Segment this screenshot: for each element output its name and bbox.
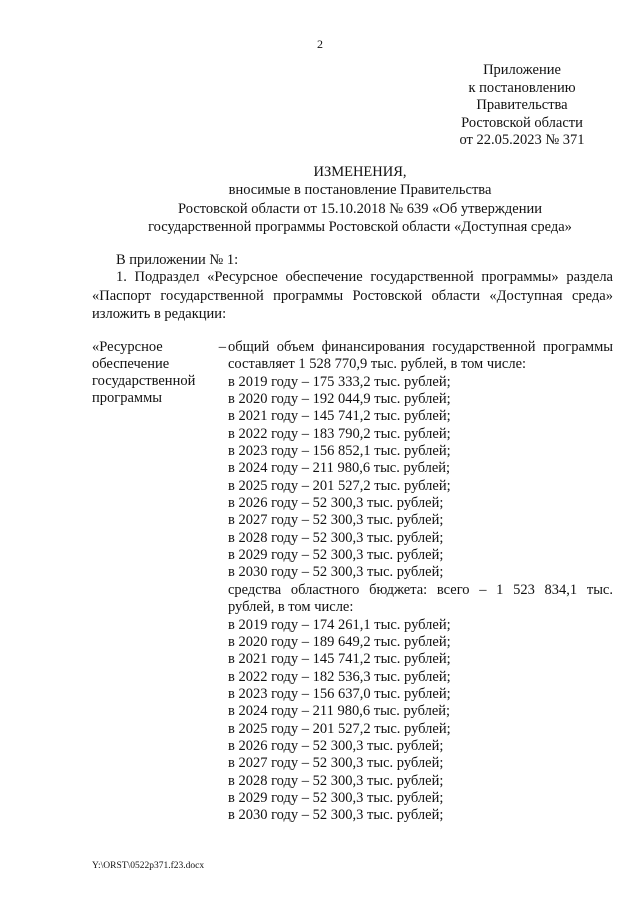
year-item: в 2030 году – 52 300,3 тыс. рублей; — [228, 564, 444, 581]
year-item: в 2027 году – 52 300,3 тыс. рублей; — [228, 755, 444, 772]
regional-year-list — [228, 617, 613, 825]
regional-budget-text: средства областного бюджета: всего – 1 523 834,1 тыс. рублей, в том числе: — [228, 581, 613, 616]
year-item: в 2019 году – 175 333,2 тыс. рублей; — [228, 373, 451, 390]
total-financing-text: общий объем финансирования государственной программы составляет 1 528 770,9 тыс. рублей, в том числе: — [228, 339, 613, 373]
year-item: в 2028 году – 52 300,3 тыс. рублей; — [228, 529, 444, 546]
page-number: 2 — [317, 37, 323, 51]
year-item: в 2021 году – 145 741,2 тыс. рублей; — [228, 408, 451, 425]
label-dash: – — [218, 339, 226, 355]
document-title — [80, 163, 640, 237]
year-item: в 2024 году – 211 980,6 тыс. рублей; — [228, 460, 451, 477]
appendix-line: к постановлению — [468, 79, 576, 96]
year-item: в 2029 году – 52 300,3 тыс. рублей; — [228, 789, 444, 806]
resource-label-cell — [92, 339, 226, 407]
title-line: государственной программы Ростовской области «Доступная среда» — [148, 219, 572, 236]
year-item: в 2021 году – 145 741,2 тыс. рублей; — [228, 651, 451, 668]
year-item: в 2029 году – 52 300,3 тыс. рублей; — [228, 547, 444, 564]
intro-paragraph: В приложении № 1: — [116, 252, 239, 268]
year-item: в 2025 году – 201 527,2 тыс. рублей; — [228, 477, 451, 494]
year-item: в 2023 году – 156 852,1 тыс. рублей; — [228, 443, 451, 460]
resource-value-cell — [228, 339, 613, 825]
year-item: в 2026 году – 52 300,3 тыс. рублей; — [228, 495, 444, 512]
year-item: в 2020 году – 189 649,2 тыс. рублей; — [228, 633, 451, 650]
year-item: в 2027 году – 52 300,3 тыс. рублей; — [228, 512, 444, 529]
year-item: в 2020 году – 192 044,9 тыс. рублей; — [228, 391, 451, 408]
title-heading: ИЗМЕНЕНИЯ, — [313, 164, 407, 180]
year-item: в 2022 году – 182 536,3 тыс. рублей; — [228, 668, 451, 685]
file-path-footer: Y:\ORST\0522p371.f23.docx — [92, 861, 205, 871]
year-item: в 2028 году – 52 300,3 тыс. рублей; — [228, 772, 444, 789]
title-line: Ростовской области от 15.10.2018 № 639 «Об утверждении — [178, 200, 542, 217]
appendix-line: от 22.05.2023 № 371 — [459, 132, 585, 149]
year-item: в 2023 году – 156 637,0 тыс. рублей; — [228, 685, 451, 702]
year-item: в 2026 году – 52 300,3 тыс. рублей; — [228, 737, 444, 754]
appendix-line: Правительства — [476, 97, 568, 114]
resource-label: «Ресурсное обеспечение государственной программы — [92, 339, 196, 406]
year-item: в 2030 году – 52 300,3 тыс. рублей; — [228, 807, 444, 824]
total-year-list — [228, 374, 613, 582]
appendix-line: Ростовской области — [461, 114, 583, 131]
appendix-block — [430, 62, 614, 150]
year-item: в 2022 году – 183 790,2 тыс. рублей; — [228, 425, 451, 442]
title-line: вносимые в постановление Правительства — [228, 182, 492, 199]
year-item: в 2025 году – 201 527,2 тыс. рублей; — [228, 720, 451, 737]
year-item: в 2024 году – 211 980,6 тыс. рублей; — [228, 703, 451, 720]
appendix-line: Приложение — [483, 62, 561, 78]
point-1-paragraph: 1. Подраздел «Ресурсное обеспечение государственной программы» раздела «Паспорт государственной программы Ростовской области «Доступная среда» изложить в редакции: — [92, 269, 613, 323]
year-item: в 2019 году – 174 261,1 тыс. рублей; — [228, 616, 451, 633]
